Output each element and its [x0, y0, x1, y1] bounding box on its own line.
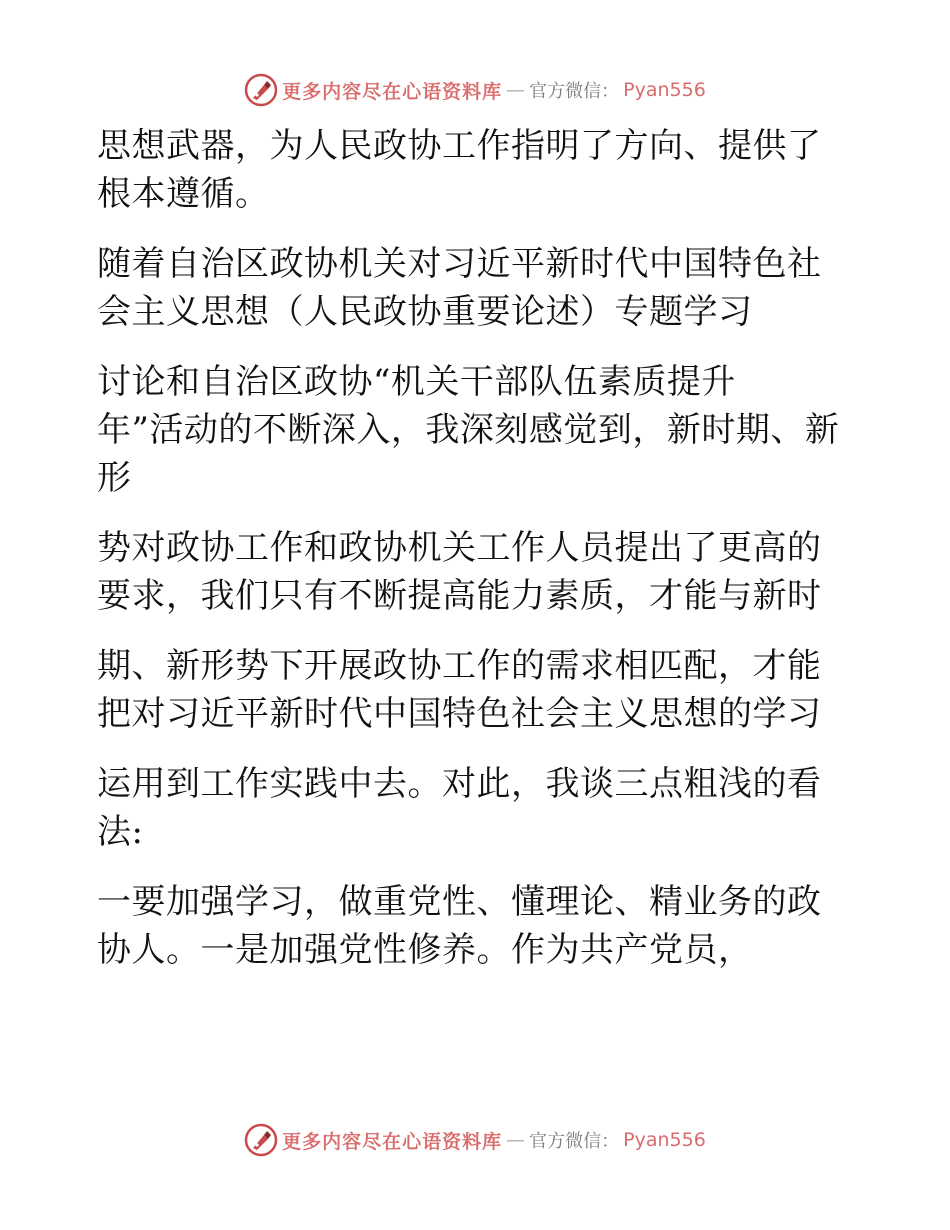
text-line: 形 — [97, 458, 132, 498]
watermark-separator: — — [506, 1129, 526, 1151]
watermark-label: 官方微信： — [529, 1131, 620, 1152]
text-line: 根本遵循。 — [97, 174, 270, 214]
paragraph — [97, 240, 857, 336]
text-line: 年”活动的不断深入，我深刻感觉到，新时期、新 — [97, 410, 840, 450]
text-line: 协人。一是加强党性修养。作为共产党员， — [97, 930, 753, 970]
text-line: 思想武器，为人民政协工作指明了方向、提供了 — [97, 126, 822, 166]
text-line: 一要加强学习，做重党性、懂理论、精业务的政 — [97, 882, 822, 922]
watermark-label: 官方微信： — [529, 81, 620, 102]
pen-nib-logo-icon — [244, 1123, 278, 1157]
document-body — [97, 122, 857, 996]
text-line: 法: — [97, 812, 144, 852]
text-line: 随着自治区政协机关对习近平新时代中国特色社 — [97, 244, 822, 284]
watermark-wechat-id: Pyan556 — [623, 1129, 706, 1151]
paragraph — [97, 358, 857, 502]
watermark-separator: — — [506, 79, 526, 101]
text-line: 运用到工作实践中去。对此，我谈三点粗浅的看 — [97, 764, 822, 804]
watermark-text: 更多内容尽在心语资料库 — [282, 80, 503, 103]
text-line: 势对政协工作和政协机关工作人员提出了更高的 — [97, 528, 822, 568]
text-line: 讨论和自治区政协“机关干部队伍素质提升 — [97, 362, 736, 402]
text-line: 要求，我们只有不断提高能力素质，才能与新时 — [97, 576, 822, 616]
footer-watermark — [0, 1120, 950, 1160]
paragraph — [97, 122, 857, 218]
watermark-text: 更多内容尽在心语资料库 — [282, 1130, 503, 1153]
text-line: 把对习近平新时代中国特色社会主义思想的学习 — [97, 694, 822, 734]
paragraph — [97, 760, 857, 856]
pen-nib-logo-icon — [244, 73, 278, 107]
text-line: 期、新形势下开展政协工作的需求相匹配，才能 — [97, 646, 822, 686]
paragraph — [97, 524, 857, 620]
paragraph — [97, 878, 857, 974]
watermark-wechat-id: Pyan556 — [623, 79, 706, 101]
header-watermark — [0, 70, 950, 110]
text-line: 会主义思想（人民政协重要论述）专题学习 — [97, 292, 753, 332]
paragraph — [97, 642, 857, 738]
